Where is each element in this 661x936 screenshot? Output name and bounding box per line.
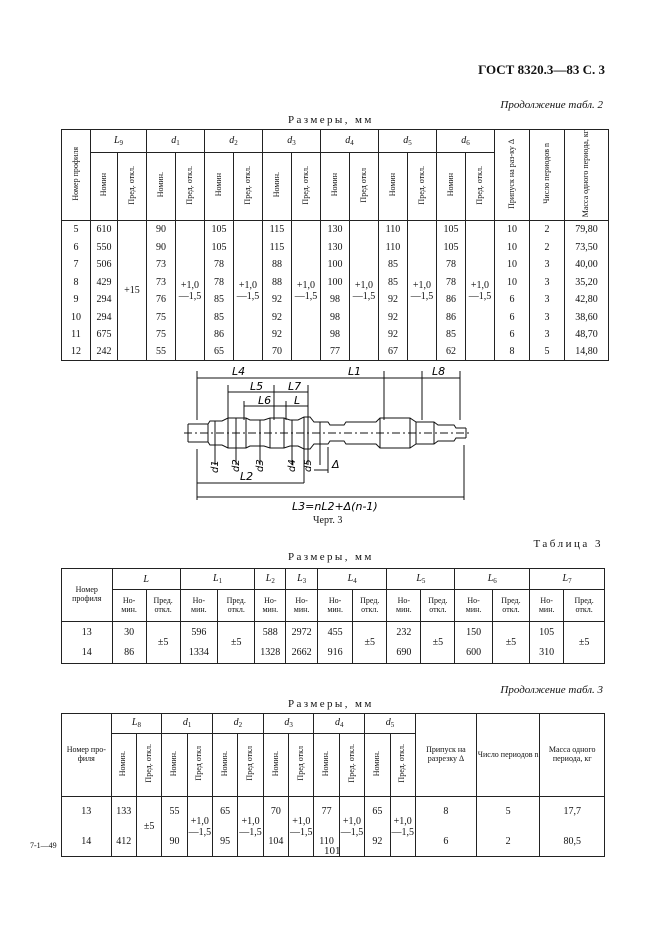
table-cell: 3 — [530, 326, 565, 344]
table-cell: 86 — [437, 308, 466, 326]
table-cell: 40,00 — [565, 256, 609, 274]
dim-d4-label: d4 — [287, 459, 298, 472]
tol-minus: —1,5 — [468, 290, 492, 302]
table-cell: 98 — [321, 308, 350, 326]
tol-minus: —1,5 — [340, 826, 364, 838]
table-cell: 2662 — [286, 643, 318, 664]
table-cell: 10 — [495, 256, 530, 274]
nom-header: Но- мин. — [180, 590, 217, 622]
nom-header: Но- мин. — [255, 590, 286, 622]
table-cell: 80,5 — [540, 827, 605, 857]
table-cell: 1328 — [255, 643, 286, 664]
table-cell: 73,50 — [565, 238, 609, 256]
profile-cell: 13 — [62, 797, 112, 827]
dim-L8-label: L8 — [432, 365, 446, 378]
table-cell: 78 — [437, 273, 466, 291]
table-cell: 55 — [147, 343, 176, 361]
table-cell: 76 — [147, 291, 176, 309]
dim-d2-label: d2 — [231, 459, 242, 472]
table-cell: 98 — [321, 326, 350, 344]
table-cell: 73 — [147, 256, 176, 274]
table-cell: 600 — [455, 643, 492, 664]
col-mass-header: Масса одного периода, кг — [565, 130, 609, 221]
nom-header: Номин — [437, 152, 466, 220]
drawing-caption: Черт. 3 — [313, 515, 343, 526]
tol-plus: +1,0 — [296, 279, 316, 291]
dev-header: Пред откл — [238, 734, 263, 797]
table-cell: 232 — [387, 622, 421, 643]
dev-header: Пред откл — [350, 152, 379, 220]
nom-header: Номин — [379, 152, 408, 220]
table-cell: 550 — [91, 238, 118, 256]
table-cell: 92 — [263, 326, 292, 344]
tol-minus: —1,5 — [391, 826, 414, 838]
table-cell: 294 — [91, 308, 118, 326]
dev-header: Пред. откл. — [353, 590, 387, 622]
profile-cell: 13 — [62, 622, 113, 643]
table-cell: 506 — [91, 256, 118, 274]
tol-minus: —1,5 — [294, 290, 318, 302]
tolerance-cell: ±5 — [136, 797, 161, 857]
table-cell: 105 — [437, 238, 466, 256]
table-3-title: Таблица 3 — [533, 538, 603, 550]
table-cell: 8 — [495, 343, 530, 361]
table-cell: 675 — [91, 326, 118, 344]
table-cell: 78 — [437, 256, 466, 274]
col-profile-header: Номер профиля — [62, 569, 113, 622]
dev-header: Пред. откл. — [421, 590, 455, 622]
table-cell: 90 — [162, 827, 187, 857]
table-cell: 10 — [495, 221, 530, 239]
dim-L7-label: L7 — [288, 380, 302, 393]
col-L2-header: $L_2$ — [255, 569, 286, 590]
table-cell: 110 — [379, 238, 408, 256]
tolerance-cell: ±5 — [492, 622, 529, 664]
nom-header: Но- мин. — [387, 590, 421, 622]
table-cell: 6 — [415, 827, 476, 857]
table-cell: 75 — [147, 326, 176, 344]
table-cell: 78 — [205, 256, 234, 274]
table-cell: 310 — [530, 643, 564, 664]
tol-plus: +1,0 — [470, 279, 490, 291]
tolerance-cell: ±5 — [146, 622, 180, 664]
table-cell: 2 — [530, 221, 565, 239]
table-cell: 70 — [263, 343, 292, 361]
table-3 — [61, 568, 605, 664]
tol-minus: —1,5 — [236, 290, 260, 302]
tol-plus: +1,0 — [342, 815, 362, 827]
col-d5-header: $d_5$ — [379, 130, 437, 153]
table-cell: 14,80 — [565, 343, 609, 361]
profile-cell: 14 — [62, 827, 112, 857]
table-cell: 35,20 — [565, 273, 609, 291]
table-cell: 92 — [263, 291, 292, 309]
col-d5-header: $d_5$ — [365, 714, 416, 734]
table-cell: 105 — [530, 622, 564, 643]
col-mass-header: Масса одного периода, кг — [540, 714, 605, 797]
nom-header: Но- мин. — [530, 590, 564, 622]
tol-minus: —1,5 — [410, 290, 434, 302]
table-cell: 12 — [62, 343, 91, 361]
table-cell: 690 — [387, 643, 421, 664]
table-cell: 100 — [321, 256, 350, 274]
dim-L4-label: L4 — [232, 365, 246, 378]
table-cell: 105 — [437, 221, 466, 239]
tolerance-cell — [466, 221, 495, 361]
col-profile-header: Номер профиля — [62, 130, 91, 221]
col-d1-header: $d_1$ — [162, 714, 213, 734]
table-cell: 86 — [205, 326, 234, 344]
table-cell: 65 — [213, 797, 238, 827]
nom-header: Номин. — [213, 734, 238, 797]
table-cell: 412 — [111, 827, 136, 857]
col-allowance-header: Припуск на разрезку Δ — [415, 714, 476, 797]
tol-minus: —1,5 — [352, 290, 376, 302]
table-cell: 11 — [62, 326, 91, 344]
col-L6-header: $L_6$ — [455, 569, 530, 590]
tolerance-cell — [289, 797, 314, 857]
table-cell: 130 — [321, 221, 350, 239]
table-cell: 92 — [379, 326, 408, 344]
table-cell: 73 — [147, 273, 176, 291]
table-cell: 85 — [437, 326, 466, 344]
table-cell: 85 — [379, 256, 408, 274]
table-cell: 65 — [205, 343, 234, 361]
dev-header: Пред. откл. — [136, 734, 161, 797]
table-cell: 5 — [530, 343, 565, 361]
nom-header: Номин. — [111, 734, 136, 797]
tolerance-cell — [292, 221, 321, 361]
table-cell: 85 — [205, 291, 234, 309]
dim-d5-label: d5 — [303, 459, 314, 472]
col-d1-header: $d_1$ — [147, 130, 205, 153]
table-cell: 98 — [321, 291, 350, 309]
table-cell: 133 — [111, 797, 136, 827]
table-cell: 5 — [62, 221, 91, 239]
dev-header: Пред. откл. — [218, 590, 255, 622]
tol-plus: +1,0 — [354, 279, 374, 291]
table-cell: 38,60 — [565, 308, 609, 326]
dev-header: Пред. откл. — [408, 152, 437, 220]
col-L3-header: $L_3$ — [286, 569, 318, 590]
nom-header: Номин. — [314, 734, 339, 797]
dim-delta-label: Δ — [332, 458, 340, 471]
table-cell: 90 — [147, 238, 176, 256]
table-cell: 10 — [62, 308, 91, 326]
dev-header: Пред откл — [289, 734, 314, 797]
tolerance-cell — [187, 797, 212, 857]
table-cell: 70 — [263, 797, 288, 827]
table-cell: 75 — [147, 308, 176, 326]
table-cell: 85 — [379, 273, 408, 291]
table-cell: 2 — [476, 827, 539, 857]
table-cell: 92 — [365, 827, 390, 857]
table-cell: 588 — [255, 622, 286, 643]
table-cell: 105 — [205, 221, 234, 239]
dev-header: Пред. откл. — [339, 734, 364, 797]
page-number: 101 — [324, 845, 341, 857]
table-cell: 130 — [321, 238, 350, 256]
table-cell: 6 — [495, 308, 530, 326]
table-cell: 10 — [495, 273, 530, 291]
col-d4-header: $d_4$ — [314, 714, 365, 734]
table-cell: 65 — [365, 797, 390, 827]
nom-header: Номин. — [263, 734, 288, 797]
dev-header: Пред. откл. — [492, 590, 529, 622]
col-d4-header: $d_4$ — [321, 130, 379, 153]
nom-header: Номин. — [263, 152, 292, 220]
table-cell: 88 — [263, 256, 292, 274]
table-cell: 86 — [437, 291, 466, 309]
table-cell: 3 — [530, 308, 565, 326]
nom-header: Номин — [321, 152, 350, 220]
table-row — [62, 221, 609, 239]
col-L1-header: $L_1$ — [180, 569, 255, 590]
col-L9-header: $L_9$ — [91, 130, 147, 153]
col-d6-header: $d_6$ — [437, 130, 495, 153]
tolerance-cell — [350, 221, 379, 361]
nom-header: Но- мин. — [318, 590, 353, 622]
col-L7-header: $L_7$ — [530, 569, 605, 590]
tolerance-cell: ±5 — [218, 622, 255, 664]
dev-header: Пред. откл. — [118, 152, 147, 220]
table-cell: 610 — [91, 221, 118, 239]
dev-header: Пред. откл. — [234, 152, 263, 220]
col-L8-header: $L_8$ — [111, 714, 162, 734]
tol-plus: +1,0 — [393, 815, 412, 827]
table-cell: 5 — [476, 797, 539, 827]
table-cell: 3 — [530, 256, 565, 274]
dim-L-label: L — [294, 394, 301, 407]
nom-header: Номин. — [365, 734, 390, 797]
table-cell: 242 — [91, 343, 118, 361]
table-cell: 6 — [62, 238, 91, 256]
dev-header: Пред. откл. — [146, 590, 180, 622]
table-cell: 916 — [318, 643, 353, 664]
nom-header: Номин. — [147, 152, 176, 220]
tolerance-cell — [339, 797, 364, 857]
tol-plus: +1,0 — [292, 815, 311, 827]
table-cell: 105 — [205, 238, 234, 256]
table-cell: 77 — [321, 343, 350, 361]
col-d2-header: $d_2$ — [205, 130, 263, 153]
tolerance-cell — [234, 221, 263, 361]
tolerance-cell: +15 — [118, 221, 147, 361]
dev-header: Пред. откл. — [564, 590, 605, 622]
table-cell: 67 — [379, 343, 408, 361]
dim-L2-label: L2 — [240, 470, 254, 483]
table-cell: 150 — [455, 622, 492, 643]
dim-L1-label: L1 — [348, 365, 362, 378]
table-2 — [61, 129, 609, 361]
dim-d3-label: d3 — [255, 459, 266, 472]
tol-plus: +1,0 — [180, 279, 200, 291]
tolerance-cell: ±5 — [353, 622, 387, 664]
table-cell: 42,80 — [565, 291, 609, 309]
table-cell: 62 — [437, 343, 466, 361]
col-d2-header: $d_2$ — [213, 714, 264, 734]
table-cell: 79,80 — [565, 221, 609, 239]
dims-label-t3: Размеры, мм — [288, 551, 374, 563]
continued-table-2: Продолжение табл. 2 — [500, 99, 603, 111]
table-cell: 100 — [321, 273, 350, 291]
table-cell: 95 — [213, 827, 238, 857]
table-cell: 3 — [530, 291, 565, 309]
table-cell: 455 — [318, 622, 353, 643]
col-L4-header: $L_4$ — [318, 569, 387, 590]
table-cell: 48,70 — [565, 326, 609, 344]
table-cell: 88 — [263, 273, 292, 291]
dims-label-t2: Размеры, мм — [288, 114, 374, 126]
table-cell: 8 — [415, 797, 476, 827]
dev-header: Пред. откл. — [292, 152, 321, 220]
col-profile-header: Номер про-филя — [62, 714, 112, 797]
dim-L3-formula: L3=nL2+Δ(n-1) — [292, 500, 378, 513]
continued-table-3: Продолжение табл. 3 — [500, 684, 603, 696]
table-cell: 92 — [263, 308, 292, 326]
footer-code: 7-1—49 — [30, 841, 57, 850]
table-cell: 429 — [91, 273, 118, 291]
tolerance-cell: ±5 — [564, 622, 605, 664]
nom-header: Номин — [91, 152, 118, 220]
table-cell: 115 — [263, 221, 292, 239]
profile-cell: 14 — [62, 643, 113, 664]
table-cell: 92 — [379, 308, 408, 326]
dev-header: Пред. откл. — [466, 152, 495, 220]
standard-header: ГОСТ 8320.3—83 С. 3 — [478, 62, 605, 77]
table-cell: 17,7 — [540, 797, 605, 827]
tol-plus: +1,0 — [241, 815, 260, 827]
table-cell: 294 — [91, 291, 118, 309]
tolerance-cell: ±5 — [421, 622, 455, 664]
nom-header: Номин — [205, 152, 234, 220]
tolerance-cell — [408, 221, 437, 361]
table-cell: 77 — [314, 797, 339, 827]
tol-plus: +1,0 — [412, 279, 432, 291]
table-cell: 104 — [263, 827, 288, 857]
dev-header: Пред откл — [187, 734, 212, 797]
table-cell: 6 — [495, 326, 530, 344]
table-cell: 30 — [112, 622, 146, 643]
tol-minus: —1,5 — [239, 826, 262, 838]
nom-header: Но- мин. — [286, 590, 318, 622]
col-d3-header: $d_3$ — [263, 714, 314, 734]
tol-plus: +1,0 — [238, 279, 258, 291]
table-cell: 2972 — [286, 622, 318, 643]
table-cell: 55 — [162, 797, 187, 827]
dims-label-t3c: Размеры, мм — [288, 698, 374, 710]
tolerance-cell — [390, 797, 415, 857]
col-d3-header: $d_3$ — [263, 130, 321, 153]
table-cell: 115 — [263, 238, 292, 256]
tol-minus: —1,5 — [290, 826, 313, 838]
col-periods-header: Число периодов n — [530, 130, 565, 221]
table-cell: 85 — [205, 308, 234, 326]
dim-L6-label: L6 — [258, 394, 272, 407]
table-row — [62, 622, 605, 643]
table-cell: 6 — [495, 291, 530, 309]
tolerance-cell — [238, 797, 263, 857]
tol-plus: +1,0 — [190, 815, 209, 827]
table-cell: 7 — [62, 256, 91, 274]
table-cell: 3 — [530, 273, 565, 291]
dim-d1-label: d1 — [210, 460, 221, 473]
col-periods-header: Число периодов n — [476, 714, 539, 797]
table-cell: 110 — [314, 827, 339, 857]
tol-minus: —1,5 — [178, 290, 202, 302]
table-3-continued — [61, 713, 605, 857]
col-L-header: L — [112, 569, 180, 590]
table-cell: 86 — [112, 643, 146, 664]
col-L5-header: $L_5$ — [387, 569, 455, 590]
nom-header: Но- мин. — [112, 590, 146, 622]
nom-header: Номин. — [162, 734, 187, 797]
dev-header: Пред. откл. — [390, 734, 415, 797]
table-cell: 78 — [205, 273, 234, 291]
table-cell: 110 — [379, 221, 408, 239]
tolerance-cell — [176, 221, 205, 361]
table-cell: 90 — [147, 221, 176, 239]
table-cell: 92 — [379, 291, 408, 309]
col-allowance-header: Припуск на раз-ку Δ — [495, 130, 530, 221]
table-row — [62, 797, 605, 827]
table-cell: 2 — [530, 238, 565, 256]
tol-minus: —1,5 — [188, 826, 212, 838]
table-cell: 1334 — [180, 643, 217, 664]
dev-header: Пред. откл. — [176, 152, 205, 220]
table-cell: 8 — [62, 273, 91, 291]
shaft-drawing — [180, 365, 480, 515]
dim-L5-label: L5 — [250, 380, 264, 393]
table-cell: 10 — [495, 238, 530, 256]
nom-header: Но- мин. — [455, 590, 492, 622]
table-cell: 9 — [62, 291, 91, 309]
table-cell: 596 — [180, 622, 217, 643]
